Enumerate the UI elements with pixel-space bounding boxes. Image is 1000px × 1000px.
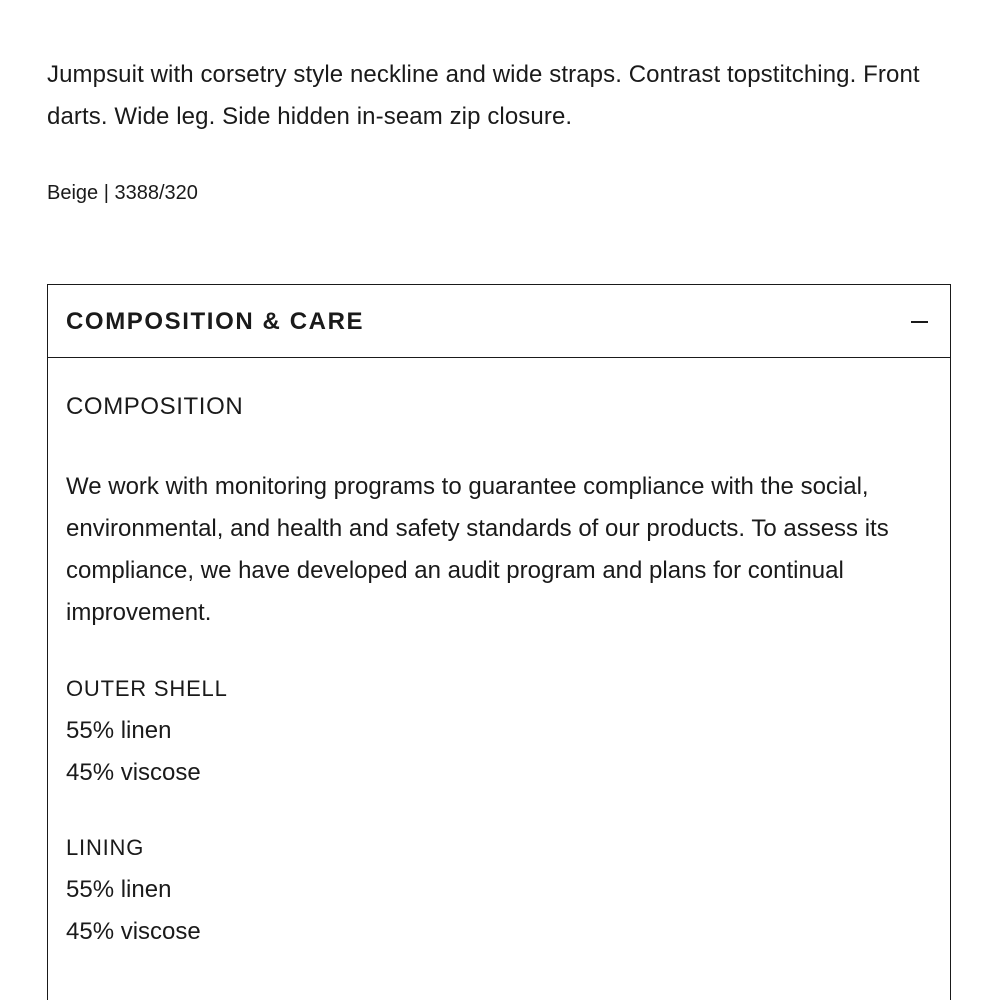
lining-label: LINING [66,835,145,860]
product-description: Jumpsuit with corsetry style neckline and wide straps. Contrast topstitching. Front darts. Wide leg. Side hidden in-seam zip closure. [47,61,920,130]
lining-item: 55% linen [66,876,172,903]
accordion-title: COMPOSITION & CARE [66,308,365,335]
outer-shell-group [66,674,228,794]
minus-icon[interactable] [911,321,928,323]
accordion-header[interactable] [48,285,950,358]
product-color-reference: Beige | 3388/320 [47,182,198,204]
composition-text: We work with monitoring programs to guarantee compliance with the social, environmental, and health and safety standards of our products. To assess its compliance, we have developed an audit program and plans for continual improvement. [66,473,889,626]
outer-shell-item: 55% linen [66,717,172,744]
outer-shell-label: OUTER SHELL [66,676,228,701]
lining-item: 45% viscose [66,918,201,945]
composition-care-accordion [47,284,951,1000]
lining-group [66,833,201,953]
outer-shell-item: 45% viscose [66,759,201,786]
composition-heading: COMPOSITION [66,393,244,420]
